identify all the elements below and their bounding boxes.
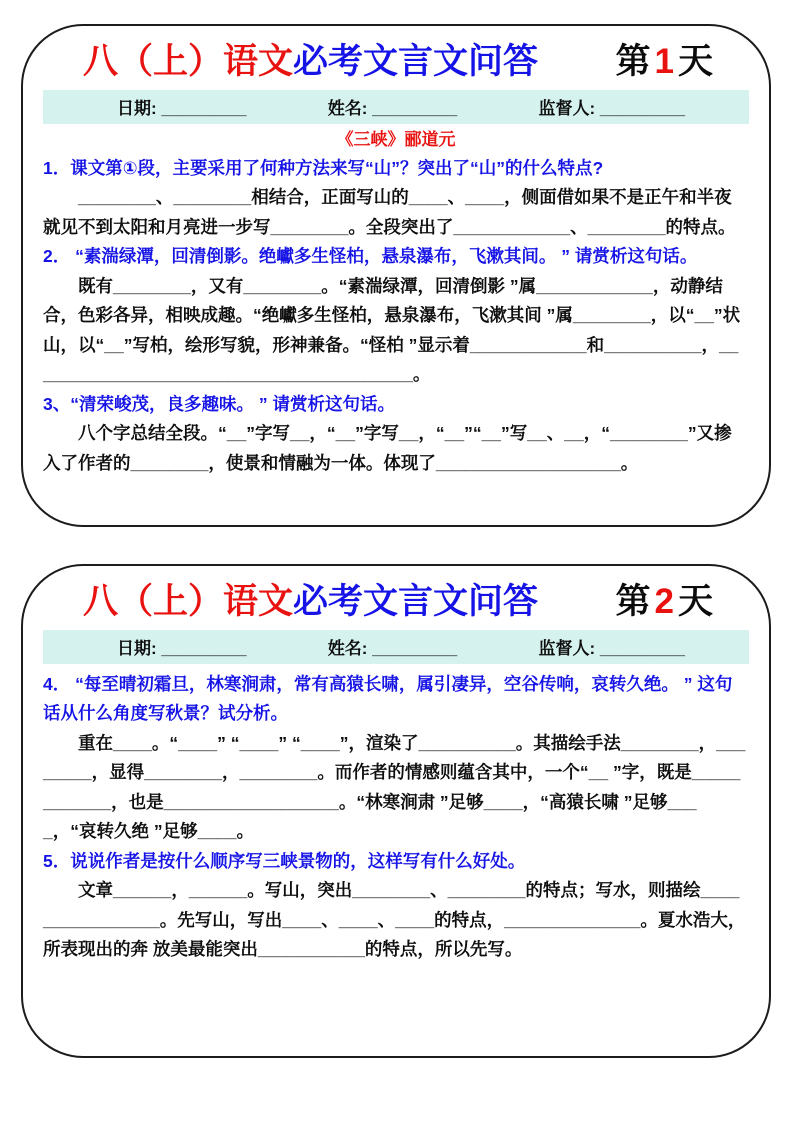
supervisor-field bbox=[539, 634, 685, 659]
card-inner bbox=[23, 26, 769, 478]
day-indicator bbox=[616, 40, 716, 84]
day-suffix: 天 bbox=[677, 582, 715, 621]
answer-text: 重在____。“____” “____” “____”，渲染了__________。其描绘手法________，________，显得________，________。而作者的情感则蕴含其中，一个“__ ”字，既是____________，也是__________________。“林寒涧肃 ”足够____，“高猿长啸 ”足够____，“哀转久绝 ”足够____。 bbox=[43, 732, 746, 842]
worksheet-card-day1 bbox=[21, 24, 771, 527]
title-topic-part: 必考文言文问答 bbox=[293, 42, 539, 81]
day-indicator bbox=[616, 580, 716, 624]
lesson-subtitle: 《三峡》郦道元 bbox=[336, 129, 456, 149]
supervisor-blank: _________ bbox=[599, 639, 685, 659]
day-prefix: 第 bbox=[615, 42, 653, 81]
question-text: 3、“清荣峻茂，良多趣味。 ” 请赏析这句话。 bbox=[43, 393, 395, 414]
name-blank: _________ bbox=[372, 99, 458, 119]
question-text: 4． “每至晴初霜旦，林寒涧肃，常有高猿长啸，属引凄异，空谷传响，哀转久绝。 ” 这句话从什么角度写秋景？试分析。 bbox=[43, 673, 733, 724]
worksheet-title-row bbox=[41, 574, 751, 628]
supervisor-label: 监督人: bbox=[538, 639, 600, 659]
question-text: 5．说说作者是按什么顺序写三峡景物的，这样写有什么好处。 bbox=[43, 850, 526, 871]
info-bar bbox=[43, 630, 749, 664]
date-label: 日期: bbox=[117, 99, 162, 119]
name-field bbox=[328, 634, 457, 659]
date-field bbox=[117, 94, 246, 119]
date-blank: _________ bbox=[161, 99, 247, 119]
date-blank: _________ bbox=[161, 639, 247, 659]
supervisor-label: 监督人: bbox=[538, 99, 600, 119]
qa-block bbox=[41, 664, 751, 965]
answer-text: 文章______，______。写山，突出________、________的特点；写水，则描绘________________。先写山，写出____、____、____的特点，______________。夏水浩大，所表现出的奔 放美最能突出___________的特点，所以先写。 bbox=[43, 880, 746, 960]
day-prefix: 第 bbox=[615, 582, 653, 621]
title-course-part: 八（上）语文 bbox=[83, 42, 294, 81]
name-label: 姓名: bbox=[327, 639, 373, 659]
supervisor-blank: _________ bbox=[599, 99, 685, 119]
supervisor-field bbox=[539, 94, 685, 119]
name-field bbox=[328, 94, 457, 119]
answer-text: ________、________相结合，正面写山的____、____，侧面借如果不是正午和半夜就见不到太阳和月亮进一步写________。全段突出了____________、________的特点。 bbox=[43, 187, 736, 237]
name-blank: _________ bbox=[372, 639, 458, 659]
info-bar bbox=[43, 90, 749, 124]
day-suffix: 天 bbox=[677, 42, 715, 81]
question-text: 1．课文第①段，主要采用了何种方法来写“山”？突出了“山”的什么特点? bbox=[43, 157, 604, 178]
question-text: 2． “素湍绿潭，回清倒影。绝巘多生怪柏，悬泉瀑布，飞漱其间。 ” 请赏析这句话。 bbox=[43, 246, 698, 267]
worksheet-title bbox=[83, 40, 538, 84]
date-label: 日期: bbox=[117, 639, 162, 659]
title-course-part: 八（上）语文 bbox=[83, 582, 294, 621]
worksheet-card-day2 bbox=[21, 564, 771, 1058]
day-number: 2 bbox=[654, 582, 676, 621]
name-label: 姓名: bbox=[327, 99, 373, 119]
worksheet-title-row bbox=[41, 34, 751, 88]
date-field bbox=[117, 634, 246, 659]
title-topic-part: 必考文言文问答 bbox=[293, 582, 539, 621]
card-inner bbox=[23, 566, 769, 965]
worksheet-title bbox=[83, 580, 538, 624]
qa-block bbox=[41, 152, 751, 479]
day-number: 1 bbox=[654, 42, 676, 81]
answer-text: 既有________，又有________。“素湍绿潭，回清倒影 ”属____________，动静结合，色彩各异，相映成趣。“绝巘多生怪柏，悬泉瀑布，飞漱其间 ”属________，以“__”状山，以“__”写柏，绘形写貌，形神兼备。“怪柏 ”显示着____________和__________，________________________________________。 bbox=[43, 275, 741, 385]
answer-text: 八个字总结全段。“__”字写__，“__”字写__，“__”“__”写__、__，“________”又掺入了作者的________，使景和情融为一体。体现了___________________。 bbox=[43, 423, 732, 473]
